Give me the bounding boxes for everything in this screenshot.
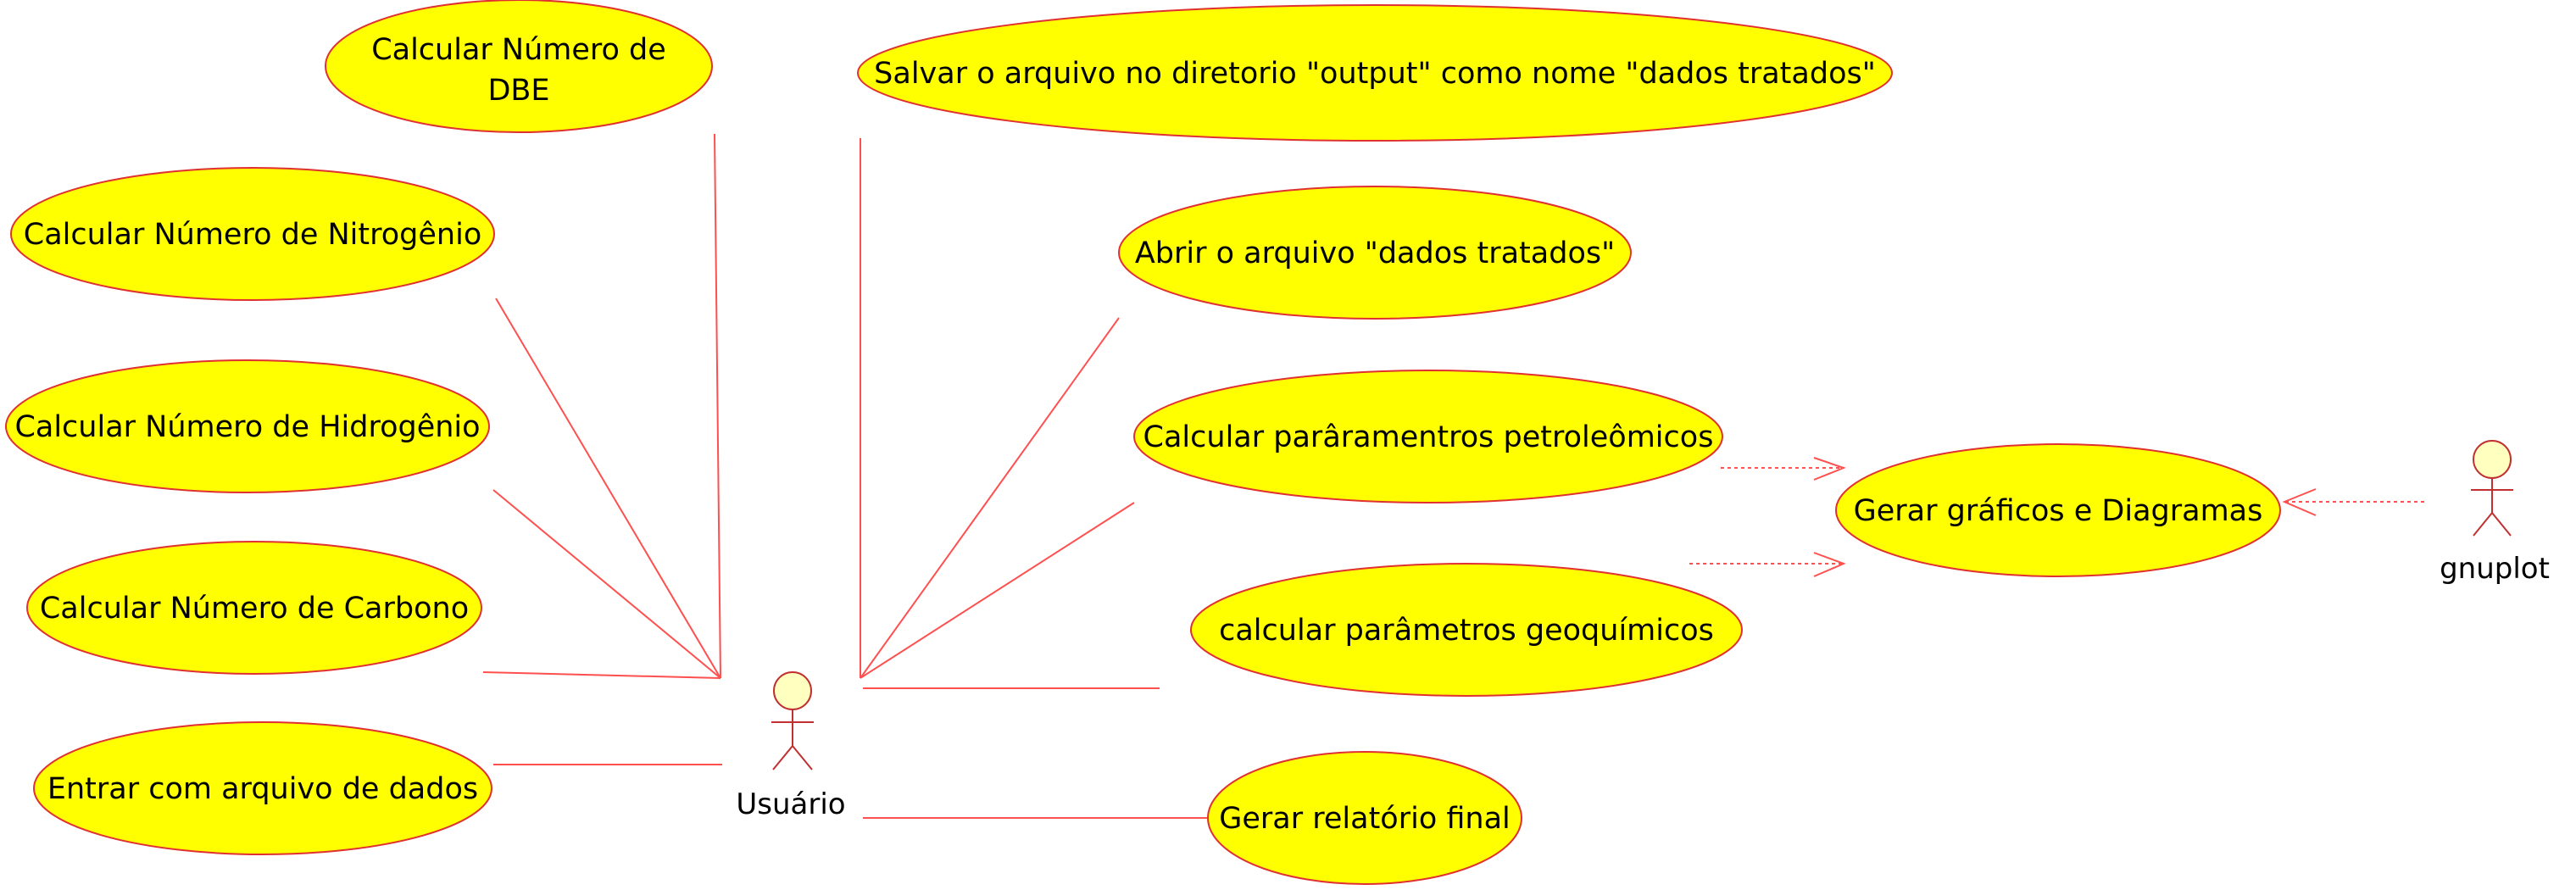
assoc-calc-petroleomicos [860, 503, 1134, 678]
use-case-abrir-arquivo-label: Abrir o arquivo "dados tratados" [1134, 236, 1616, 270]
use-case-gerar-graficos-label: Gerar gráficos e Diagramas [1853, 494, 2263, 528]
associations [483, 134, 1208, 818]
actor-gnuplot-label: gnuplot [2440, 552, 2550, 586]
use-case-entrar-arquivo-label: Entrar com arquivo de dados [47, 772, 479, 806]
use-case-calc-dbe-line1: Calcular Número de [371, 33, 666, 67]
assoc-calc-carbono [483, 672, 721, 678]
use-case-calc-geoquimicos[interactable] [1191, 564, 1742, 696]
use-case-calc-carbono[interactable] [27, 542, 481, 674]
assoc-calc-nitrogenio [496, 298, 721, 678]
use-case-calc-nitrogenio[interactable] [11, 168, 494, 300]
use-case-abrir-arquivo[interactable] [1119, 186, 1631, 319]
use-case-gerar-graficos[interactable] [1836, 444, 2280, 576]
use-case-salvar-arquivo-label: Salvar o arquivo no diretorio "output" como nome "dados tratados" [874, 57, 1876, 91]
use-case-gerar-relatorio[interactable] [1208, 752, 1522, 884]
use-case-calc-hidrogenio-label: Calcular Número de Hidrogênio [14, 410, 481, 444]
use-case-calc-dbe-line2: DBE [487, 74, 550, 108]
assoc-abrir-arquivo [860, 318, 1119, 678]
use-case-calc-petroleomicos-label: Calcular parâramentros petroleômicos [1143, 420, 1714, 454]
use-case-calc-petroleomicos[interactable] [1134, 370, 1722, 503]
use-case-gerar-relatorio-label: Gerar relatório final [1219, 802, 1511, 836]
assoc-calc-dbe [715, 134, 721, 678]
use-case-calc-carbono-label: Calcular Número de Carbono [39, 592, 470, 626]
actor-usuario-label: Usuário [736, 787, 846, 821]
actor-gnuplot-head [2473, 441, 2511, 478]
use-case-salvar-arquivo[interactable] [858, 5, 1892, 141]
actor-gnuplot[interactable] [2440, 441, 2550, 586]
actor-usuario-head [774, 672, 811, 709]
actor-usuario[interactable] [736, 672, 845, 821]
use-case-calc-dbe[interactable] [325, 0, 712, 132]
use-case-entrar-arquivo[interactable] [34, 722, 492, 854]
assoc-calc-hidrogenio [493, 490, 721, 678]
use-case-calc-hidrogenio[interactable] [6, 360, 489, 492]
use-case-calc-geoquimicos-label: calcular parâmetros geoquímicos [1219, 614, 1714, 648]
use-case-calc-nitrogenio-label: Calcular Número de Nitrogênio [23, 218, 482, 252]
